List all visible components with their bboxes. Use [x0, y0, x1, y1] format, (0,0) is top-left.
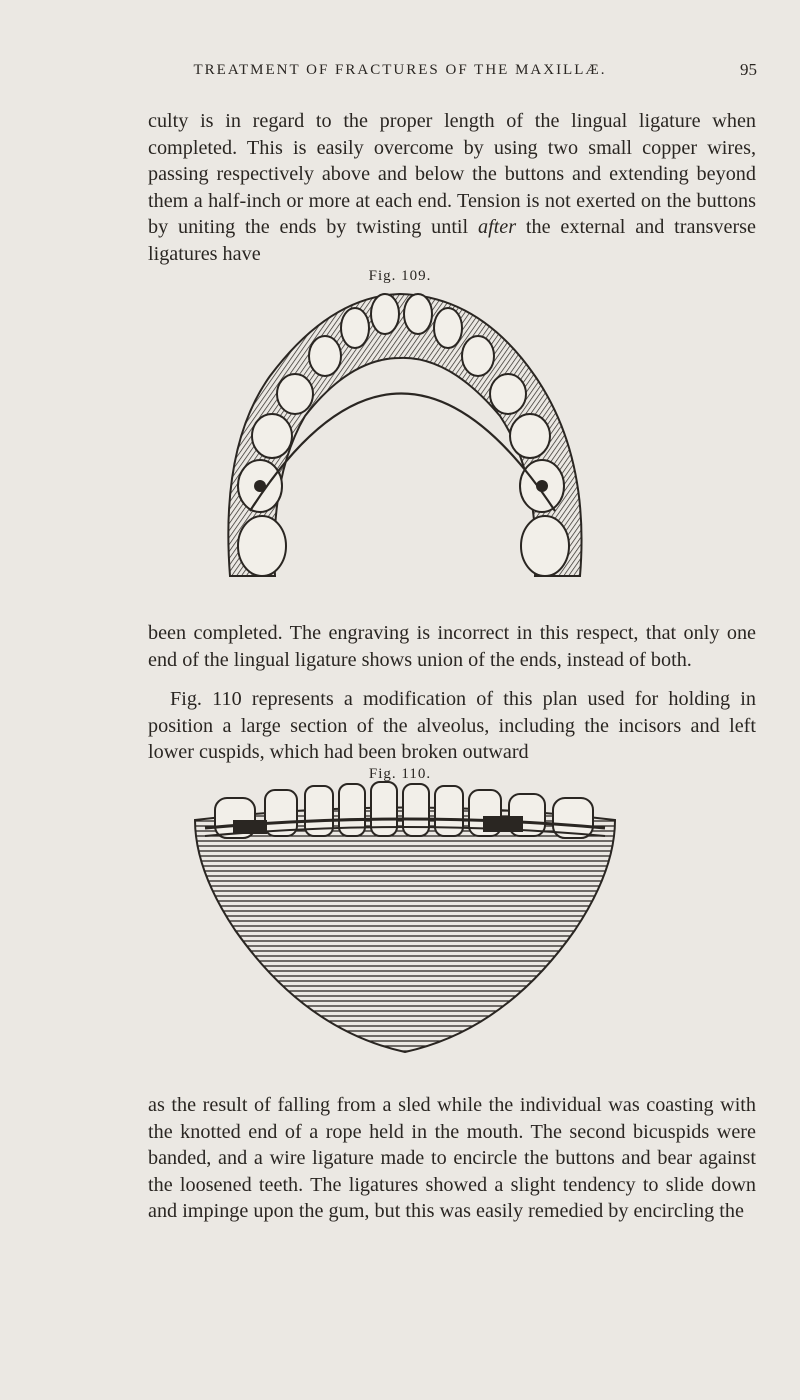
figure-110-caption: Fig. 110.: [368, 766, 432, 782]
paragraph-4: [148, 1092, 756, 1225]
paragraph-1-end: the external and transverse ligatures have: [148, 216, 756, 265]
paragraph-2-text: been completed. The engraving is incorrect in this respect, that only one end of the lingual ligature shows union of the ends, instead of both.: [148, 622, 756, 671]
running-head: TREATMENT OF FRACTURES OF THE MAXILLÆ.: [193, 62, 607, 78]
paragraph-3-text: Fig. 110 represents a modification of this plan used for holding in position a large section of the alveolus, including the incisors and left lower cuspids, which had been broken outward: [148, 688, 756, 763]
paragraph-1-text: culty is in regard to the proper length of the lingual ligature when completed. This is easily overcome by using two small copper wires, passing respectively above and below the buttons and extending beyond them a half-inch or more at each end. Tension is not exerted on the buttons by uniting the ends by twisting until: [148, 110, 756, 238]
paragraph-1: [148, 108, 756, 267]
figure-109-jaw-illustration: [190, 286, 610, 606]
page-number: 95: [740, 60, 757, 79]
figure-109-caption: Fig. 109.: [368, 268, 432, 284]
paragraph-3: [148, 686, 756, 766]
paragraph-1-italic: after: [477, 216, 517, 238]
paragraph-2: [148, 620, 756, 673]
figure-110-jaw-illustration: [175, 780, 635, 1070]
paragraph-4-text: as the result of falling from a sled while the individual was coasting with the knotted end of a rope held in the mouth. The second bicuspids were banded, and a wire ligature made to encircle the buttons and bear against the loosened teeth. The ligatures showed a slight tendency to slide down and impinge upon the gum, but this was easily remedied by encircling the: [148, 1094, 756, 1222]
